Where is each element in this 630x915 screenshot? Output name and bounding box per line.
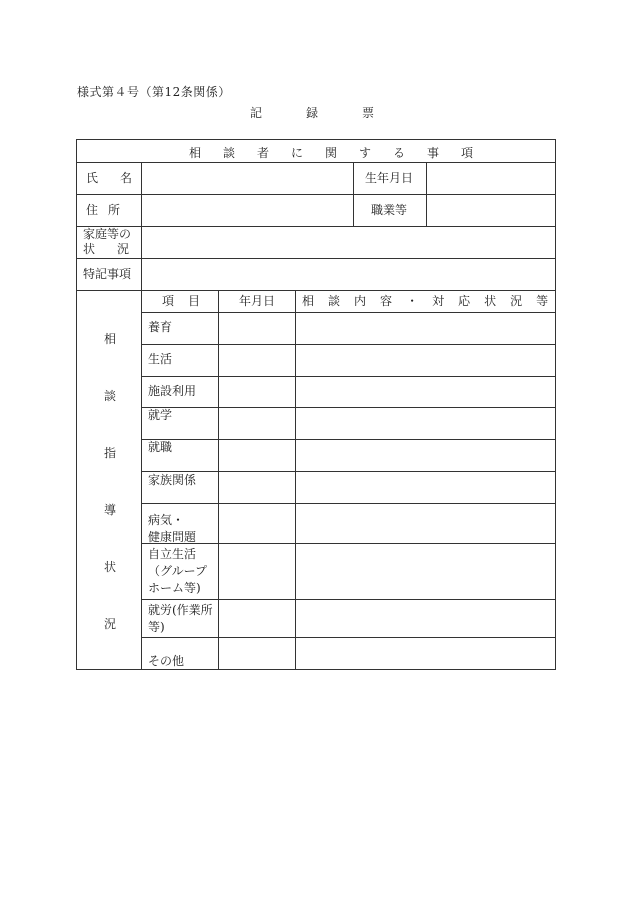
content-field-sonota[interactable] <box>296 638 555 669</box>
date-field-shugaku[interactable] <box>219 408 295 439</box>
title-char: 票 <box>362 106 375 120</box>
header-char: に <box>290 146 303 160</box>
content-field-shuro[interactable] <box>296 600 555 637</box>
date-field-byoki[interactable] <box>219 504 295 543</box>
side-label-char: 導 <box>104 503 117 517</box>
col-content-char: 状 <box>484 294 497 308</box>
col-content-char: ・ <box>406 294 419 308</box>
address-label-char: 住 <box>86 203 99 217</box>
address-label-char: 所 <box>108 203 121 217</box>
header-char: す <box>358 146 371 160</box>
col-item-char: 項 <box>162 294 175 308</box>
col-content-char: 等 <box>536 294 549 308</box>
row-item-label: 就職 <box>148 440 173 454</box>
col-content-char: 談 <box>328 294 341 308</box>
side-label-char: 談 <box>104 389 117 403</box>
document-title <box>250 104 374 121</box>
content-field-kazoku[interactable] <box>296 472 555 503</box>
row-item-label: 養育 <box>148 320 173 334</box>
content-field-shushoku[interactable] <box>296 440 555 471</box>
family-label-char: 況 <box>117 242 130 256</box>
form-number-label: 様式第４号（第12条関係） <box>77 85 231 99</box>
header-char: 項 <box>460 146 473 160</box>
occupation-label: 職業等 <box>371 203 408 217</box>
column-header-date: 年月日 <box>239 294 276 308</box>
col-content-char: 容 <box>380 294 393 308</box>
col-content-char: 応 <box>458 294 471 308</box>
column-header-item <box>162 293 200 309</box>
family-label-char: 状 <box>83 242 96 256</box>
col-content-char: 内 <box>354 294 367 308</box>
content-field-shugaku[interactable] <box>296 408 555 439</box>
special-notes-label: 特記事項 <box>83 267 132 281</box>
row-item-label: 家族関係 <box>148 473 197 487</box>
col-content-char: 相 <box>302 294 315 308</box>
name-label <box>86 170 132 186</box>
content-field-byoki[interactable] <box>296 504 555 543</box>
family-situation-field[interactable] <box>142 227 555 258</box>
col-content-char: 対 <box>432 294 445 308</box>
applicant-section-header <box>178 145 484 161</box>
content-field-seikatsu[interactable] <box>296 345 555 376</box>
side-label-char: 指 <box>104 446 117 460</box>
col-content-char: 況 <box>510 294 523 308</box>
header-char: 関 <box>324 146 337 160</box>
title-char: 記 <box>250 106 263 120</box>
date-field-sonota[interactable] <box>219 638 295 669</box>
side-label-char: 況 <box>104 617 117 631</box>
header-char: 事 <box>426 146 439 160</box>
row-item-label <box>148 546 207 597</box>
row-item-label <box>148 602 213 636</box>
header-char: 者 <box>256 146 269 160</box>
date-field-seikatsu[interactable] <box>219 345 295 376</box>
row-item-label: その他 <box>148 654 185 668</box>
side-label-char: 状 <box>104 560 117 574</box>
row-item-line: 自立生活 <box>148 547 197 561</box>
header-char: る <box>392 146 405 160</box>
row-item-label: 施設利用 <box>148 384 197 398</box>
content-field-yoiku[interactable] <box>296 313 555 344</box>
family-label-line: 家庭等の <box>83 227 132 241</box>
date-field-shushoku[interactable] <box>219 440 295 471</box>
row-item-label: 就学 <box>148 408 173 422</box>
address-label <box>86 202 120 218</box>
row-item-line: 就労(作業所 <box>148 603 213 617</box>
date-field-shisetsu[interactable] <box>219 377 295 407</box>
row-item-line: 健康問題 <box>148 530 197 544</box>
content-field-shisetsu[interactable] <box>296 377 555 407</box>
content-field-jiritsu[interactable] <box>296 544 555 599</box>
title-char: 録 <box>306 106 319 120</box>
date-field-shuro[interactable] <box>219 600 295 637</box>
address-field[interactable] <box>142 195 353 226</box>
row-item-line: 病気・ <box>148 513 185 527</box>
family-situation-label <box>83 227 131 257</box>
row-item-line: ホーム等) <box>148 581 201 595</box>
name-label-char: 氏 <box>86 171 99 185</box>
row-item-label <box>148 512 196 546</box>
special-notes-field[interactable] <box>142 259 555 290</box>
name-field[interactable] <box>142 163 353 194</box>
header-char: 相 <box>188 146 201 160</box>
birthdate-field[interactable] <box>427 163 555 194</box>
date-field-yoiku[interactable] <box>219 313 295 344</box>
row-item-label: 生活 <box>148 352 173 366</box>
family-label-line <box>83 242 131 257</box>
header-char: 談 <box>222 146 235 160</box>
row-item-line: （グループ <box>148 564 208 578</box>
col-item-char: 目 <box>188 294 201 308</box>
name-label-char: 名 <box>120 171 133 185</box>
occupation-field[interactable] <box>427 195 555 226</box>
column-header-content <box>302 293 548 309</box>
birthdate-label: 生年月日 <box>365 171 414 185</box>
date-field-jiritsu[interactable] <box>219 544 295 599</box>
date-field-kazoku[interactable] <box>219 472 295 503</box>
side-label-char: 相 <box>104 332 117 346</box>
row-item-line: 等) <box>148 620 165 634</box>
